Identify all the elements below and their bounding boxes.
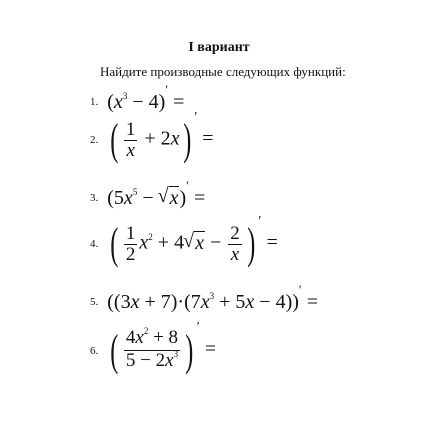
problem-4-expression: ( $\frac{1}{2}$ $x^2 + 4$ √ x − $\frac{2}{x}$ ) ′ =	[110, 213, 278, 268]
instruction-text: Найдите производные следующих функций:	[100, 64, 346, 79]
problem-2-expression: ( $\frac{1}{x}$ + 2x) ′ =	[110, 109, 214, 164]
page-title: I вариант	[188, 40, 250, 55]
problem-5-number: 5.	[90, 296, 99, 309]
problem-5	[90, 281, 319, 314]
problem-6-number: 6.	[90, 344, 99, 357]
problem-6	[90, 320, 217, 375]
problem-3	[90, 177, 206, 210]
problem-4-number: 4.	[90, 238, 99, 250]
problem-2	[90, 109, 214, 164]
problem-1-number: 1.	[90, 96, 99, 109]
problem-4	[90, 213, 278, 268]
problem-5-expression: $((3x + 7)\cdot(7x^3 + 5x - 4))'$ =	[107, 281, 319, 313]
problem-3-number: 3.	[90, 192, 99, 205]
problem-3-expression: ($5x^5$ − √ x)′ =	[107, 177, 206, 209]
problem-1-expression: $(x^3 - 4)'$ =	[107, 81, 185, 113]
problem-6-expression: ( $\frac{4x^2 + 8}{5 - 2x^3}$ ) ′ =	[110, 320, 217, 375]
problem-2-number: 2.	[90, 134, 99, 146]
problem-1	[90, 81, 185, 114]
